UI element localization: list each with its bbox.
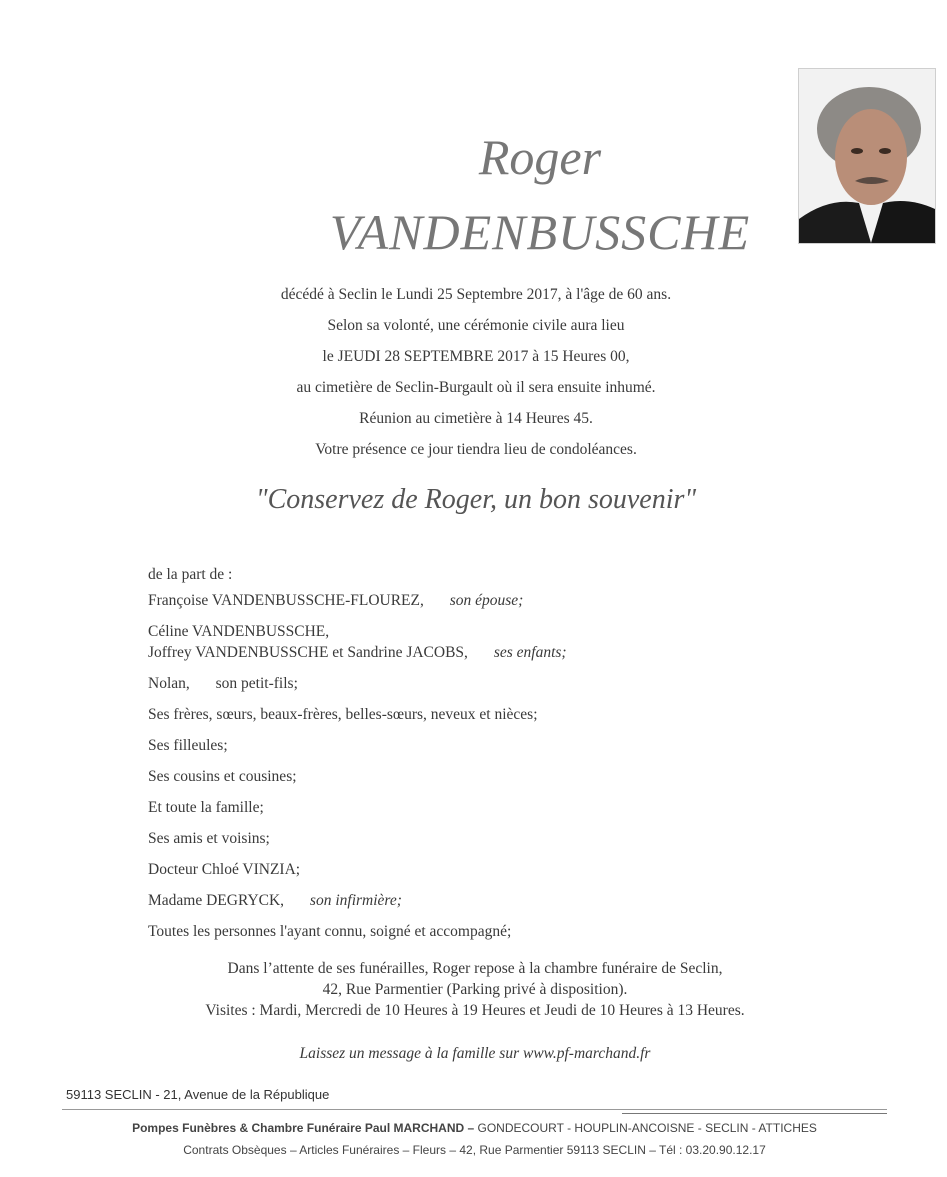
family-relation: ses enfants;	[493, 644, 567, 661]
footer-divider	[62, 1109, 887, 1110]
footer-address: 59113 SECLIN - 21, Avenue de la République	[66, 1087, 330, 1102]
family-relation: son épouse;	[449, 592, 524, 609]
family-entry	[148, 890, 788, 911]
notice-line: Selon sa volonté, une cérémonie civile aura lieu	[327, 317, 625, 334]
funeral-home-info	[130, 958, 820, 1021]
family-entry: Ses cousins et cousines;	[148, 768, 297, 785]
family-entry-name: Madame DEGRYCK,	[148, 892, 285, 909]
family-entry: Et toute la famille;	[148, 799, 264, 816]
memorial-quote: "Conservez de Roger, un bon souvenir"	[255, 484, 697, 515]
info-line: Visites : Mardi, Mercredi de 10 Heures à 19 Heures et Jeudi de 10 Heures à 13 Heures.	[205, 1002, 745, 1019]
company-locations: GONDECOURT - HOUPLIN-ANCOISNE - SECLIN - ATTICHES	[474, 1121, 817, 1135]
family-entry: Ses frères, sœurs, beaux-frères, belles-sœurs, neveux et nièces;	[148, 706, 538, 723]
deceased-first-name: Roger	[478, 129, 602, 185]
footer-divider-short	[622, 1113, 887, 1114]
portrait-photo	[798, 68, 936, 244]
notice-line: le JEUDI 28 SEPTEMBRE 2017 à 15 Heures 00,	[322, 348, 630, 365]
family-entry	[148, 621, 788, 663]
family-entry-name: Françoise VANDENBUSSCHE-FLOUREZ,	[148, 592, 424, 609]
info-line: 42, Rue Parmentier (Parking privé à disposition).	[322, 981, 628, 998]
family-relation: son infirmière;	[309, 892, 402, 909]
family-entry	[148, 590, 788, 611]
company-name: Pompes Funèbres & Chambre Funéraire Paul MARCHAND –	[132, 1121, 475, 1135]
family-relation: son petit-fils;	[215, 675, 298, 692]
condolence-message-link[interactable]: Laissez un message à la famille sur www.pf-marchand.fr	[299, 1045, 651, 1062]
notice-line: au cimetière de Seclin-Burgault où il sera ensuite inhumé.	[296, 379, 656, 396]
family-entry: Toutes les personnes l'ayant connu, soigné et accompagné;	[148, 923, 512, 940]
family-list	[148, 566, 788, 952]
family-entry-name: Nolan,	[148, 675, 190, 692]
family-entry: Ses filleules;	[148, 737, 228, 754]
info-line: Dans l’attente de ses funérailles, Roger repose à la chambre funéraire de Seclin,	[227, 960, 723, 977]
notice-line: Réunion au cimetière à 14 Heures 45.	[359, 410, 593, 427]
notice-line: Votre présence ce jour tiendra lieu de condoléances.	[315, 441, 637, 458]
footer-services: Contrats Obsèques – Articles Funéraires – Fleurs – 42, Rue Parmentier 59113 SECLIN – Tél : 03.20.90.12.17	[183, 1143, 766, 1157]
family-entry	[148, 673, 788, 694]
footer-company	[62, 1121, 887, 1135]
family-entry-name: Céline VANDENBUSSCHE,	[148, 623, 330, 640]
family-entry-name: Joffrey VANDENBUSSCHE et Sandrine JACOBS,	[148, 644, 468, 661]
portrait-image	[799, 69, 935, 243]
notice-line: décédé à Seclin le Lundi 25 Septembre 2017, à l'âge de 60 ans.	[280, 286, 672, 303]
family-entry: Docteur Chloé VINZIA;	[148, 861, 301, 878]
death-notice	[180, 282, 772, 468]
family-entry: Ses amis et voisins;	[148, 830, 270, 847]
family-intro: de la part de :	[148, 566, 233, 583]
deceased-last-name: VANDENBUSSCHE	[329, 204, 751, 260]
